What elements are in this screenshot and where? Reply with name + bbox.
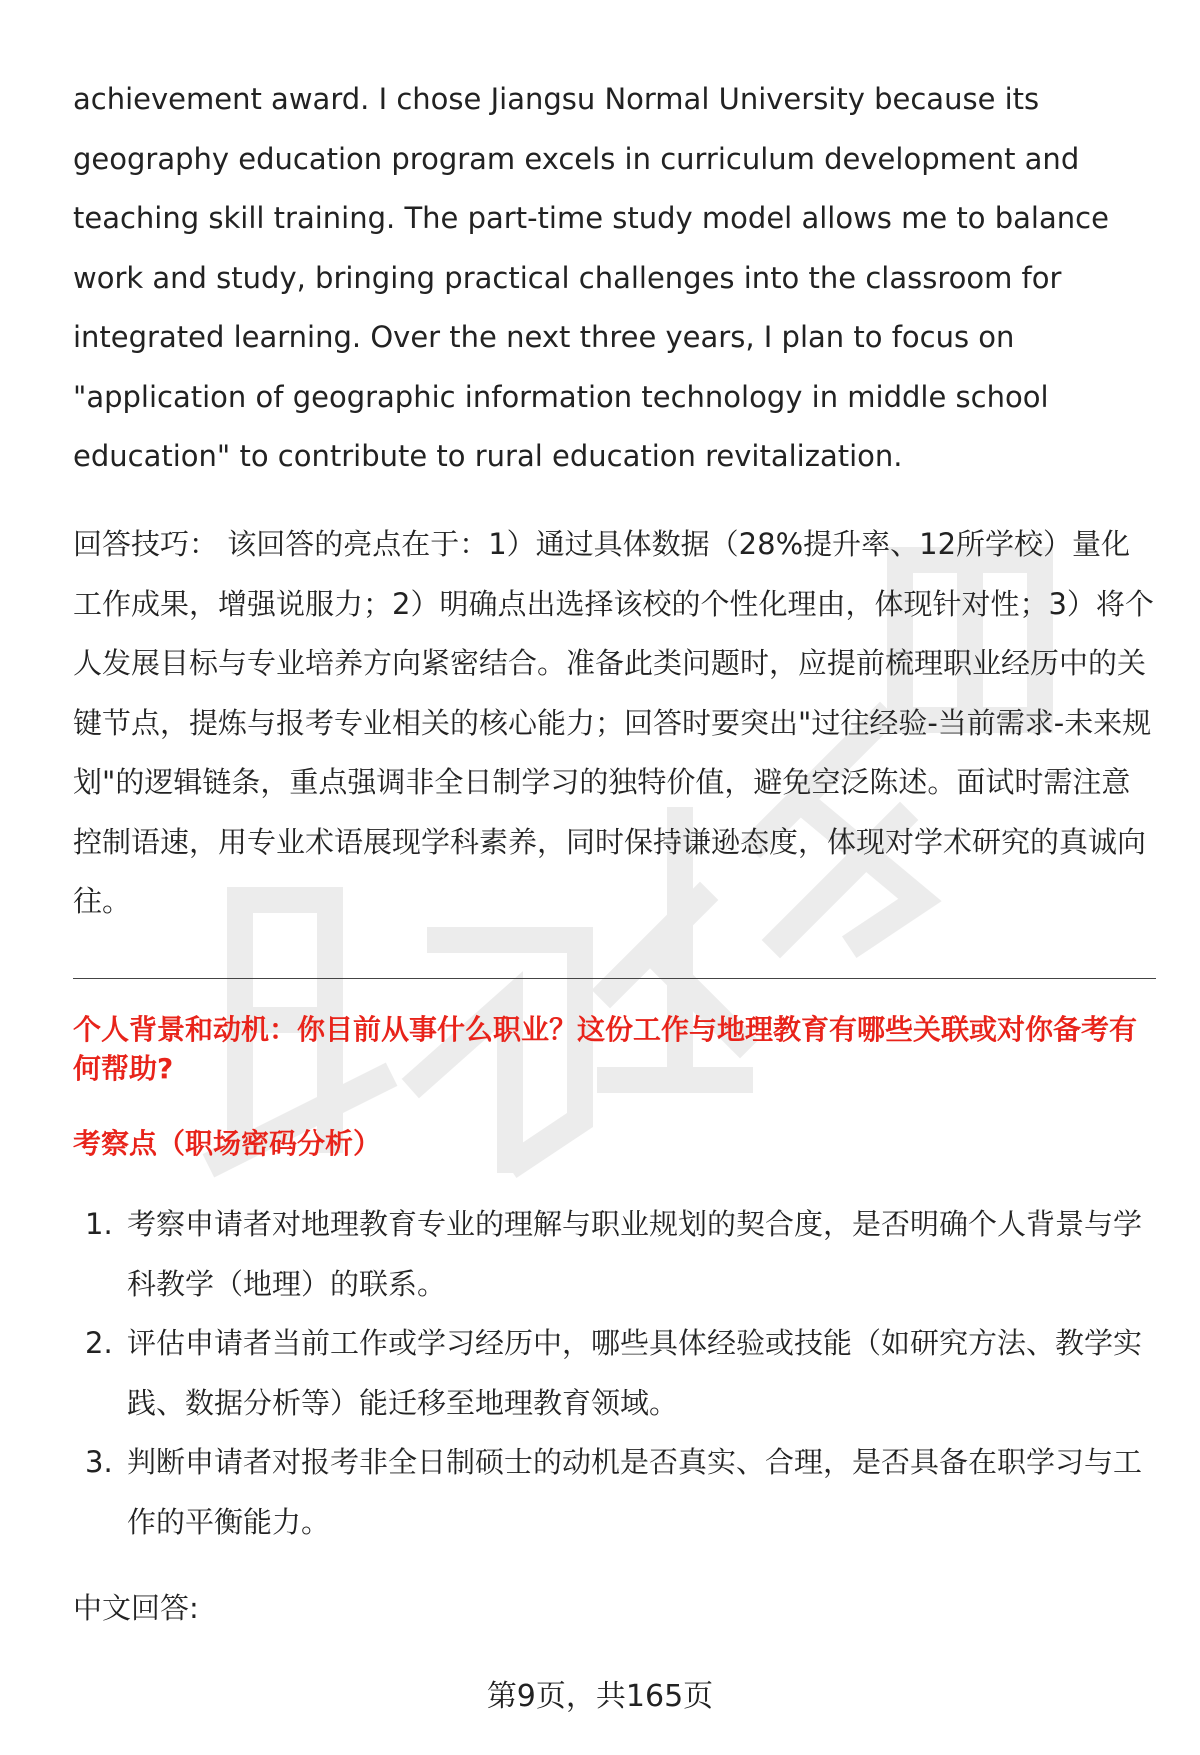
assessment-points-heading: 考察点（职场密码分析） <box>73 1127 382 1160</box>
list-item-text: 判断申请者对报考非全日制硕士的动机是否真实、合理，是否具备在职学习与工作的平衡能力。 <box>127 1445 1143 1539</box>
list-item <box>73 1314 1158 1433</box>
page-number: 第9页，共165页 <box>486 1679 714 1714</box>
list-item <box>73 1433 1158 1552</box>
question-heading: 个人背景和动机：你目前从事什么职业？这份工作与地理教育有哪些关联或对你备考有何帮助? <box>73 1013 1138 1085</box>
section-divider <box>73 978 1156 979</box>
list-item-number: 1. <box>85 1207 113 1241</box>
list-item <box>73 1195 1158 1314</box>
tips-text: 该回答的亮点在于：1）通过具体数据（28%提升率、12所学校）量化工作成果，增强说服力；2）明确点出选择该校的个性化理由，体现针对性；3）将个人发展目标与专业培养方向紧密结合。准备此类问题时，应提前梳理职业经历中的关键节点，提炼与报考专业相关的核心能力；回答时要突出"过往经验-当前需求-未来规划"的逻辑链条，重点强调非全日制学习的独特价值，避免空泛陈述。面试时需注意控制语速，用专业术语展现学科素养，同时保持谦逊态度，体现对学术研究的真诚向往。 <box>73 527 1154 918</box>
chinese-answer-label: 中文回答: <box>73 1591 199 1625</box>
list-item-text: 评估申请者当前工作或学习经历中，哪些具体经验或技能（如研究方法、教学实践、数据分析等）能迁移至地理教育领域。 <box>127 1326 1143 1420</box>
assessment-points-list <box>73 1195 1158 1552</box>
english-answer-paragraph: achievement award. I chose Jiangsu Normal University because its geography education program excels in curriculum development and teaching skill training. The part-time study model allows me to balance work and study, bringing practical challenges into the classroom for integrated learning. Over the next three years, I plan to focus on "application of geographic information technology in middle school education" to contribute to rural education revitalization. <box>73 82 1109 473</box>
list-item-text: 考察申请者对地理教育专业的理解与职业规划的契合度，是否明确个人背景与学科教学（地理）的联系。 <box>127 1207 1143 1301</box>
list-item-number: 3. <box>85 1445 113 1479</box>
list-item-number: 2. <box>85 1326 113 1360</box>
tips-label: 回答技巧： <box>73 527 219 561</box>
answer-tips-paragraph <box>73 515 1158 932</box>
